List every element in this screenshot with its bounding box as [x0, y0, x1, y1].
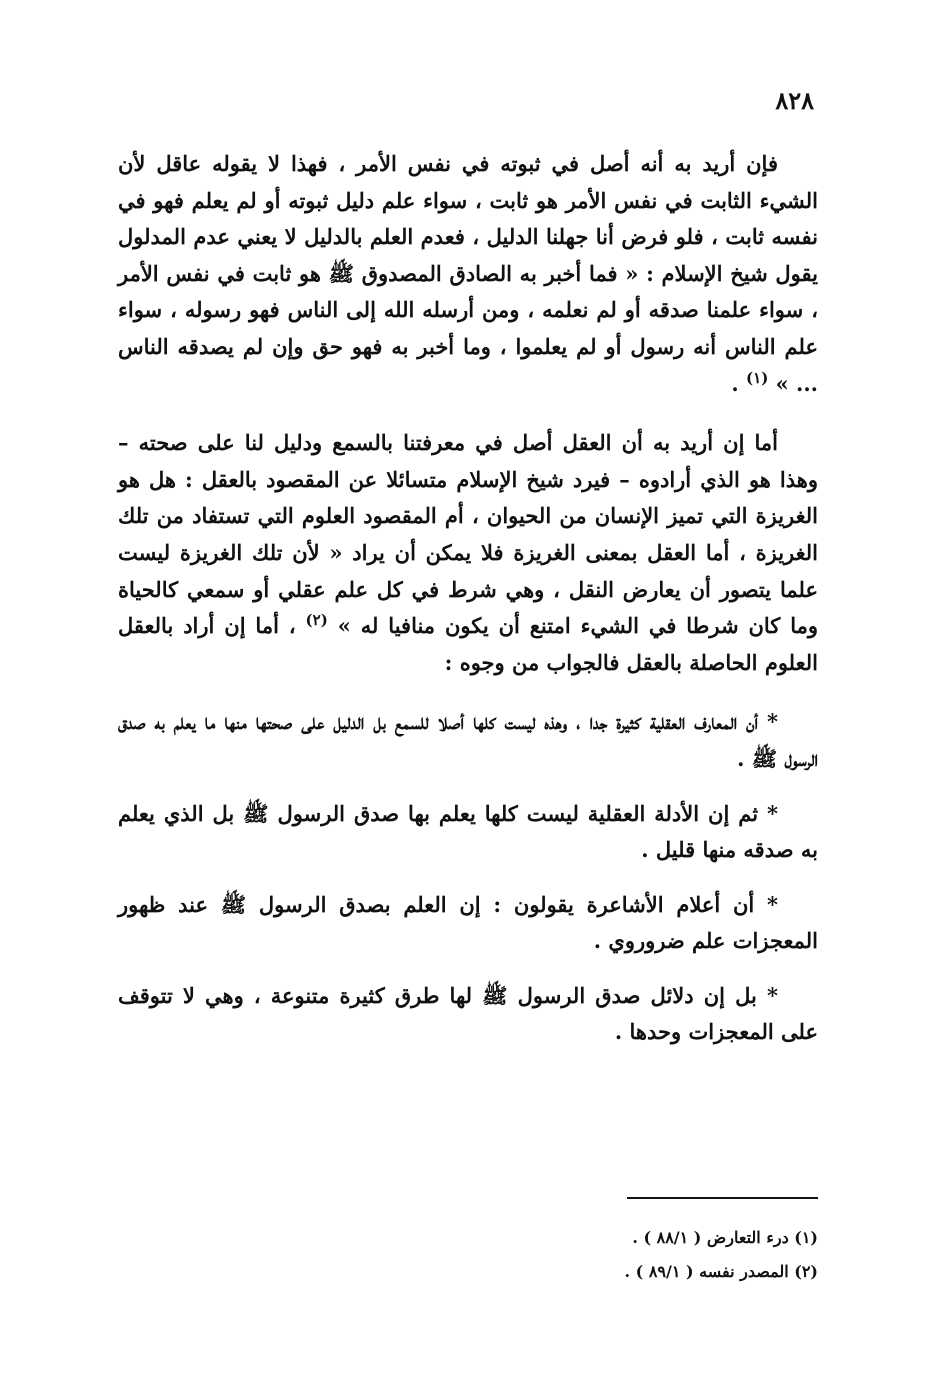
page-number: ٨٢٨: [775, 86, 814, 115]
paragraph-1: [118, 146, 818, 402]
footnote-2: (٢) المصدر نفسه ( ٨٩/١ ) .: [624, 1262, 818, 1281]
bullet-marker: *: [767, 709, 779, 735]
bullet-marker: *: [767, 891, 778, 917]
bullet-item-4-text: بل إن دلائل صدق الرسول ﷺ لها طرق كثيرة متنوعة ، وهي لا تتوقف على المعجزات وحدها .: [118, 982, 818, 1045]
bullet-item-4: [118, 978, 818, 1051]
paragraph-2-text: أما إن أريد به أن العقل أصل في معرفتنا بالسمع ودليل لنا على صحته – وهذا هو الذي أرادوه – فيرد شيخ الإسلام متسائلا عن المقصود بالعقل : هل هو الغريزة التي تميز الإنسان من الحيوان ، أم المقصود العلوم التي تستفاد من تلك الغريزة ، أما العقل بمعنى الغريزة فلا يمكن أن يراد « لأن تلك الغريزة ليست علما يتصور أن يعارض النقل ، وهي شرط في كل علم عقلي أو سمعي كالحياة وما كان شرطا في الشيء امتنع أن يكون منافيا له »: [118, 430, 818, 639]
footnote-ref-2: (٢): [305, 611, 328, 630]
paragraph-1-tail: .: [731, 370, 747, 396]
footnotes: [300, 1221, 818, 1289]
paragraph-2: [118, 425, 818, 681]
bullet-item-1-text: أن المعارف العقلية كثيرة جدا ، وهذه ليست كلها أصلا للسمع بل الدليل على صحتها منها ما يعلم به صدق الرسول ﷺ .: [118, 709, 818, 771]
bullet-marker: *: [767, 982, 778, 1008]
footnote-1: (١) درء التعارض ( ٨٨/١ ) .: [632, 1228, 818, 1247]
main-text: [118, 146, 818, 1069]
footnote-separator: [627, 1197, 818, 1199]
bullet-item-2: [118, 796, 818, 869]
bullet-item-1: [118, 704, 818, 777]
bullet-item-3: [118, 887, 818, 960]
bullet-item-2-text: ثم إن الأدلة العقلية ليست كلها يعلم بها صدق الرسول ﷺ بل الذي يعلم به صدقه منها قليل .: [118, 800, 818, 863]
bullet-marker: *: [767, 800, 778, 826]
bullet-item-3-text: أن أعلام الأشاعرة يقولون : إن العلم بصدق الرسول ﷺ عند ظهور المعجزات علم ضروروي .: [118, 891, 818, 954]
footnote-ref-1: (١): [746, 368, 769, 387]
paragraph-1-text: فإن أريد به أنه أصل في ثبوته في نفس الأمر ، فهذا لا يقوله عاقل لأن الشيء الثابت في نفس الأمر هو ثابت ، سواء علم دليل ثبوته أو لم يعلم فهو في نفسه ثابت ، فلو فرض أنا جهلنا الدليل ، فعدم العلم بالدليل لا يعني عدم المدلول يقول شيخ الإسلام : « فما أخبر به الصادق المصدوق ﷺ هو ثابت في نفس الأمر ، سواء علمنا صدقه أو لم نعلمه ، ومن أرسله الله إلى الناس فهو رسوله ، سواء علم الناس أنه رسول أو لم يعلموا ، وما أخبر به فهو حق وإن لم يصدقه الناس ... »: [118, 151, 818, 396]
paragraph-2-tail: ، أما إن أراد بالعقل العلوم الحاصلة بالعقل فالجواب من وجوه :: [118, 613, 818, 675]
